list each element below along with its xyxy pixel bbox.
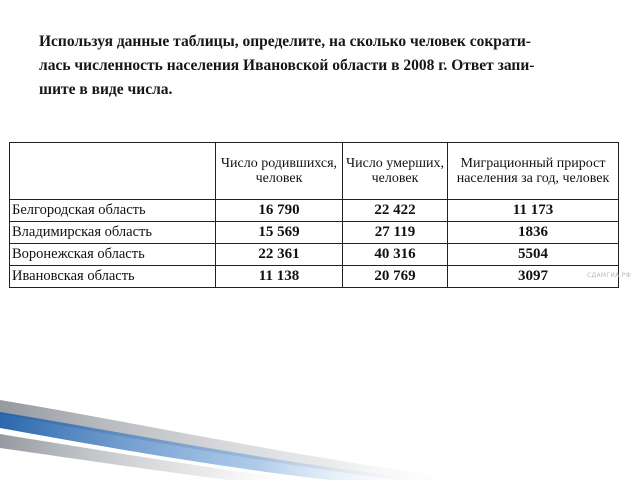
watermark: СДАМГИА.РФ [587,272,632,279]
table-row [10,200,619,222]
task-text [39,30,609,102]
header-migration: Миграционный прирост населения за год, человек [448,143,619,200]
births-value: 16 790 [216,200,343,222]
header-empty [10,143,216,200]
migration-value: 5504 [448,244,619,266]
deaths-value: 40 316 [343,244,448,266]
deaths-value: 20 769 [343,266,448,288]
table-row [10,222,619,244]
table-row [10,244,619,266]
table-header-row [10,143,619,200]
region-name: Белгородская область [10,200,216,222]
task-line: шите в виде числа. [39,81,173,98]
deaths-value: 22 422 [343,200,448,222]
task-line: Используя данные таблицы, определите, на сколько человек сократи- [39,33,531,50]
migration-value: 3097 [448,266,619,288]
table-row [10,266,619,288]
task-line: лась численность населения Ивановской области в 2008 г. Ответ запи- [39,57,535,74]
header-deaths: Число умерших, человек [343,143,448,200]
migration-value: 11 173 [448,200,619,222]
deaths-value: 27 119 [343,222,448,244]
region-name: Владимирская область [10,222,216,244]
births-value: 11 138 [216,266,343,288]
region-name: Ивановская область [10,266,216,288]
births-value: 15 569 [216,222,343,244]
slide-decoration [0,390,640,480]
header-births: Число родившихся, человек [216,143,343,200]
region-name: Воронежская область [10,244,216,266]
migration-value: 1836 [448,222,619,244]
births-value: 22 361 [216,244,343,266]
population-table [9,142,619,288]
